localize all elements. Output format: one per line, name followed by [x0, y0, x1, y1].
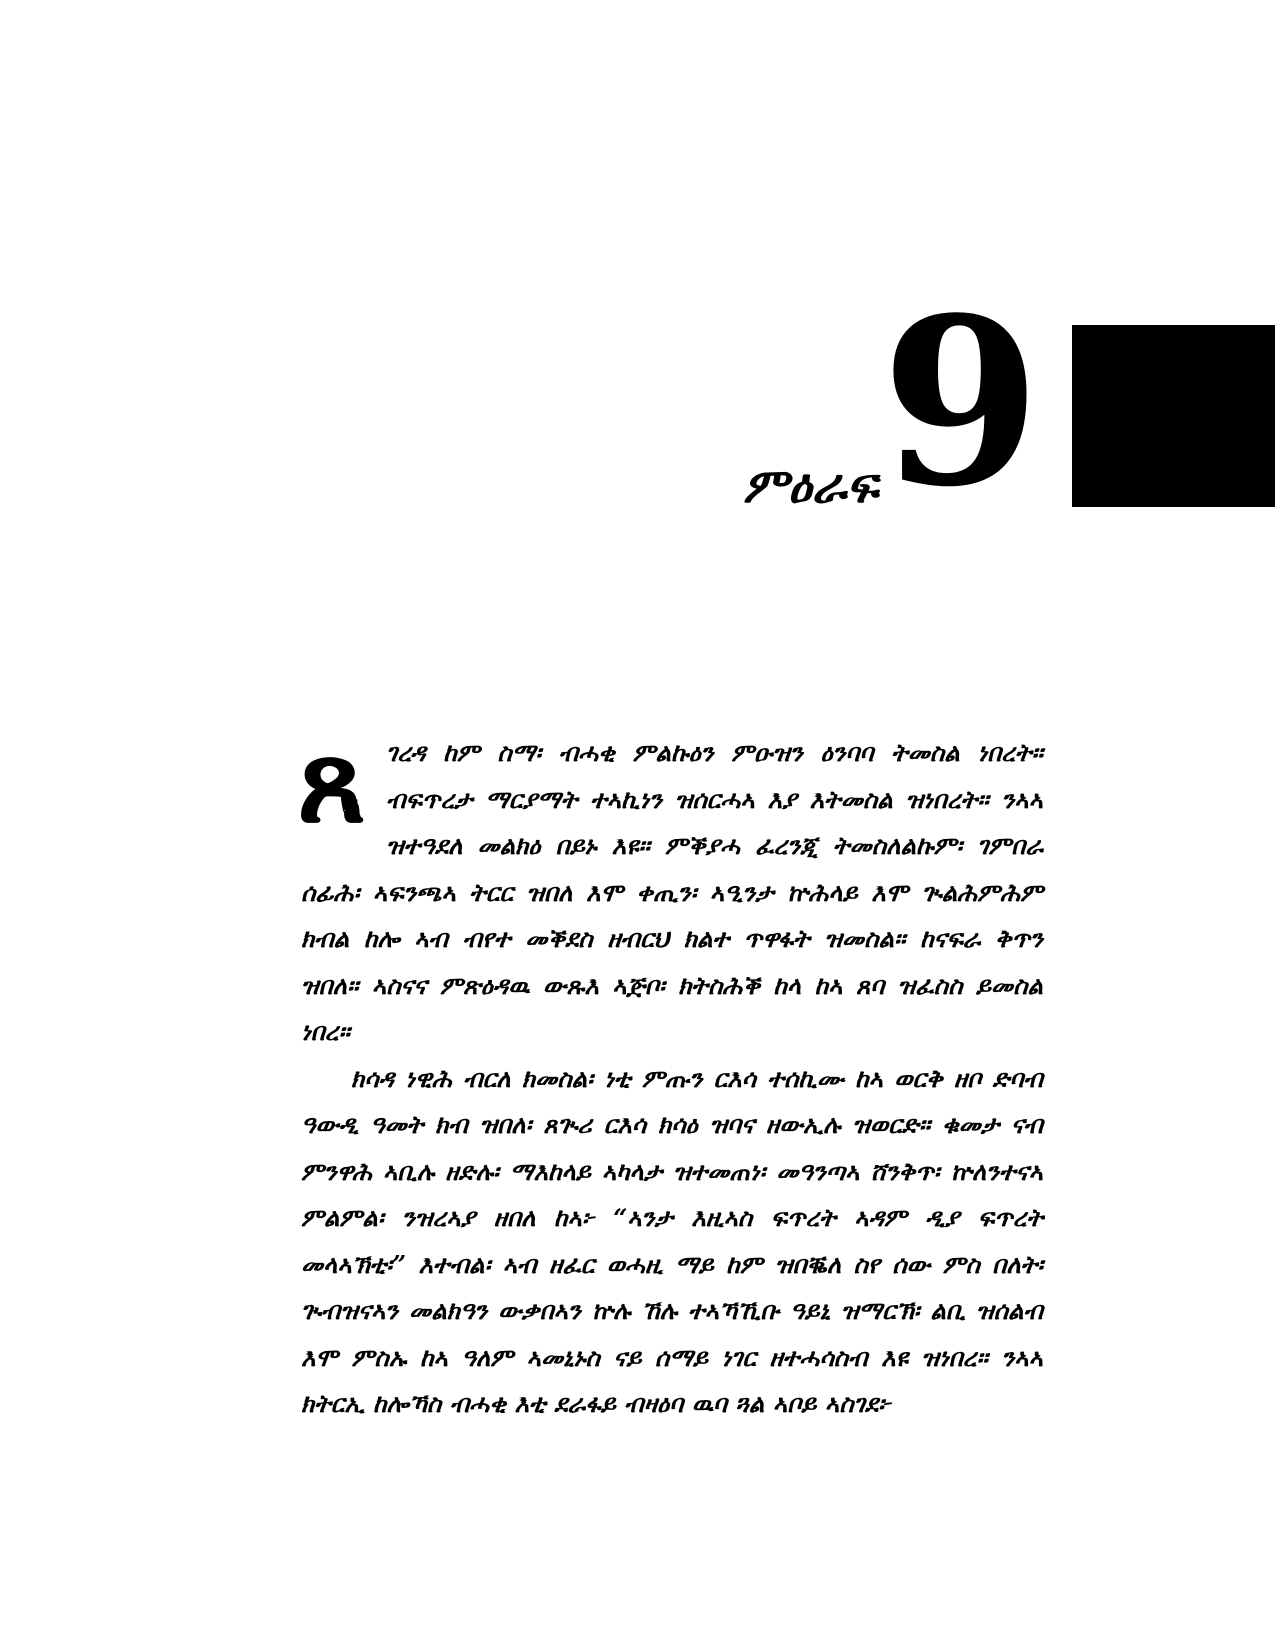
paragraph-2: ክሳዳ ነዊሕ ብርለ ክመስል፡ ነቲ ምጡን ርእሳ ተሰኪሙ ከኣ ወርቅ ዘቦ ድባብ ዓውዲ ዓመት ክብ ዝበለ፡ ጸጒሪ ርእሳ ክሳዕ ዝባና ዘውኢሉ ዝወርድ። ቁመታ ናብ ምንዋሕ ኣቢሉ ዘድሉ፡ ማእከላይ ኣካላታ ዝተመጠነ፡ መዓንጣኣ ሸንቅጥ፡ ኵለንተናኣ ምልምል፡ ንዝረኣያ ዘበለ ከኣ፦ “ኣንታ እዚኣስ ፍጥረት ኣዳም ዲያ ፍጥረት መላኣኽቲ፡” እተብል፡ ኣብ ዘፈር ወሓዚ ማይ ከም ዝበቘለ ስየ ሰው ምስ በለት፡ ጒብዝናኣን መልክዓን ውቃበኣን ኵሉ ኸሉ ተኣኻኺቡ ዓይኒ ዝማርኽ፡ ልቢ ዝሰልብ እሞ ምስኡ ከኣ ዓለም ኣመኒኑስ ናይ ሰማይ ነገር ዘተሓሳስብ እዩ ዝነበረ። ንኣኣ ክትርኢ ከሎኻስ ብሓቂ እቲ ደራፋይ ብዛዕባ ዉባ ጓል ኣቦይ ኣስገደ፦ — [301, 1063, 1043, 1418]
chapter-marker-block — [1072, 325, 1275, 507]
chapter-label: ምዕራፍ — [743, 458, 878, 514]
paragraph-1-text: ገረዳ ከም ስማ፡ ብሓቂ ምልኩዕን ምዑዝን ዕንባባ ትመስል ነበረት። ብፍጥረታ ማርያማት ተኣኪነን ዝሰርሓኣ እያ እትመስል ዝነበረት። ንኣኣ ዝተዓደለ መልክዕ በይኑ እዩ። ምቕያሓ ፈረንጂ ትመስለልኩም፡ ገምበራ ሰፊሕ፡ ኣፍንጫኣ ትርር ዝበለ እሞ ቀጢን፡ ኣዒንታ ኵሕላይ እሞ ጒልሕምሕም ክብል ከሎ ኣብ ብየተ መቕደስ ዘብርህ ክልተ ጥዋፋት ዝመስል። ከናፍራ ቅጥን ዝበለ። ኣስናና ምጽዕዳዉ ውጹእ ኣጅቦ፡ ክትስሕቕ ከላ ከኣ ጸባ ዝፈስስ ይመስል ነበረ። — [301, 738, 1043, 1046]
chapter-body — [297, 710, 1043, 1428]
drop-cap: ጸ — [297, 710, 367, 849]
paragraph-1 — [297, 710, 1043, 1056]
chapter-number: 9 — [880, 268, 1039, 538]
